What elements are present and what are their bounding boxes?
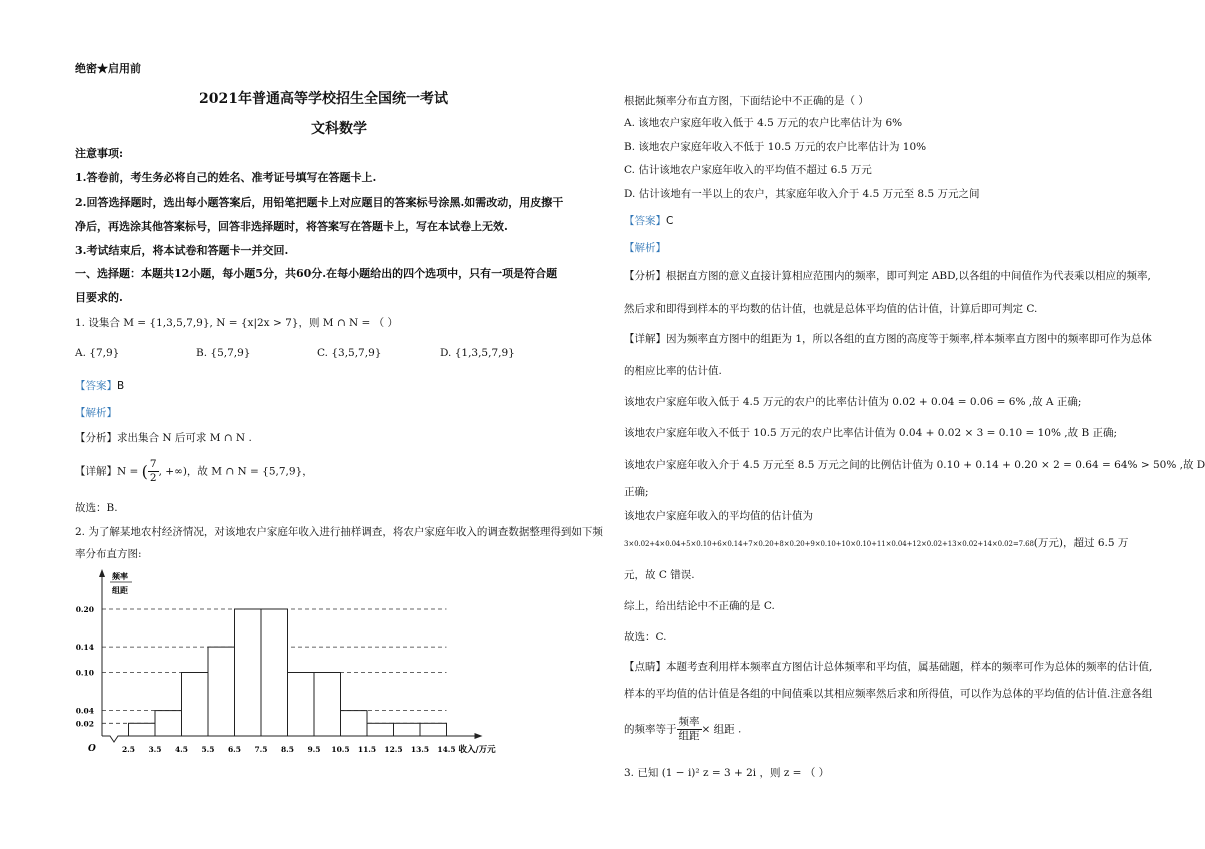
- x-axis-arrow: [475, 733, 483, 739]
- q2-xiangjie: 【详解】因为频率直方图中的组距为 1，所以各组的直方图的高度等于频率,样本频率直方图中的频率即可作为总体: [624, 333, 1152, 345]
- q2-option-d: D. 估计该地有一半以上的农户，其家庭年收入介于 4.5 万元至 8.5 万元之间: [624, 188, 980, 200]
- y-tick-label: 0.20: [75, 605, 94, 614]
- q2-dianjing-end: 的频率等于 $\frac{\text{频率}}{\text{组距}}$ × 组距 .: [624, 716, 742, 742]
- q2-line-d: 该地农户家庭年收入介于 4.5 万元至 8.5 万元之间的比例估计值为 0.10 + 0.14 + 0.20 × 2 = 0.64 = 64% > 50% ,故 D: [624, 459, 1205, 471]
- x-tick-label: 4.5: [174, 745, 189, 754]
- q2-dianjing-cont: 样本的平均值的估计值是各组的中间值乘以其相应频率然后求和所得值，可以作为总体的平均值的估计值.注意各组: [624, 688, 1153, 700]
- histogram-bar: [155, 711, 182, 736]
- q2-choose: 故选：C.: [624, 631, 667, 643]
- q2-mean-formula-line: [624, 535, 1128, 550]
- q2-summary: 综上，给出结论中不正确的是 C.: [624, 600, 775, 612]
- q2-analysis-tag: 【解析】: [624, 242, 666, 254]
- answer-value: B: [117, 380, 125, 392]
- y-axis-label-den: 组距: [112, 585, 128, 595]
- q1-option-b: B. {5,7,9}: [196, 347, 251, 359]
- q2-question: 根据此频率分布直方图，下面结论中不正确的是（ ）: [624, 95, 869, 107]
- q2-mean-end: 元，故 C 错误.: [624, 569, 695, 581]
- q2-mean-line: 该地农户家庭年收入的平均值的估计值为: [624, 510, 813, 522]
- histogram-bar: [314, 673, 341, 737]
- notice-item: 净后，再选涂其他答案标号，回答非选择题时，将答案写在答题卡上，写在本试卷上无效.: [75, 220, 508, 233]
- x-tick-label: 14.5: [437, 745, 456, 754]
- x-tick-label: 12.5: [384, 745, 403, 754]
- notice-item: 2.回答选择题时，选出每小题答案后，用铅笔把题卡上对应题目的答案标号涂黑.如需改动，用皮擦干: [75, 196, 564, 209]
- q2-line-b: 该地农户家庭年收入不低于 10.5 万元的农户比率估计值为 0.04 + 0.02 × 3 = 0.10 = 10% ,故 B 正确;: [624, 427, 1118, 439]
- x-tick-label: 3.5: [148, 745, 162, 754]
- y-axis-label-num: 频率: [112, 571, 128, 581]
- x-tick-label: 11.5: [357, 745, 377, 754]
- y-tick-label: 0.14: [75, 643, 94, 653]
- section-heading: 一、选择题：本题共12小题，每小题5分，共60分.在每小题给出的四个选项中，只有一项是符合题: [75, 267, 558, 280]
- histogram-bar: [208, 647, 235, 736]
- q1-fenxi: 【分析】求出集合 N 后可求 M ∩ N .: [75, 432, 252, 444]
- histogram-bar: [288, 673, 315, 737]
- histogram-bar: [420, 723, 447, 736]
- q2-option-b: B. 该地农户家庭年收入不低于 10.5 万元的农户比率估计为 10%: [624, 141, 927, 153]
- x-tick-label: 6.5: [227, 745, 242, 754]
- histogram-bar: [394, 723, 421, 736]
- xiangjie-prefix: 【详解】N =: [75, 465, 142, 478]
- q1-option-d: D. {1,3,5,7,9}: [440, 347, 515, 359]
- y-tick-label: 0.10: [75, 668, 94, 678]
- y-tick-label: 0.04: [75, 706, 94, 716]
- answer-tag: 【答案】: [624, 215, 666, 227]
- x-tick-label: 9.5: [307, 745, 321, 754]
- x-tick-label: 10.5: [331, 745, 350, 754]
- q2-dianjing: 【点睛】本题考查利用样本频率直方图估计总体频率和平均值，属基础题，样本的频率可作为总体的频率的估计值,: [624, 661, 1153, 673]
- histogram-bar: [129, 723, 156, 736]
- x-tick-label: 5.5: [201, 745, 215, 754]
- q2-fenxi-cont: 然后求和即得到样本的平均数的估计值，也就是总体平均值的估计值，计算后即可判定 C.: [624, 303, 1038, 315]
- x-axis-label: 收入/万元: [458, 745, 496, 755]
- notice-item: 3.考试结束后，将本试卷和答题卡一并交回.: [75, 244, 289, 257]
- histogram-bar: [261, 609, 288, 736]
- mean-unit: (万元)，超过 6.5 万: [1033, 537, 1129, 549]
- q1-analysis-tag: 【解析】: [75, 407, 117, 419]
- histogram-bar: [341, 711, 368, 736]
- exam-title: 2021年普通高等学校招生全国统一考试: [199, 91, 448, 107]
- secret-label: 绝密★启用前: [75, 62, 141, 75]
- q1-answer: [75, 378, 124, 393]
- q3-stem: 3. 已知 (1 − i)² z = 3 + 2i ，则 z = （ ）: [624, 767, 830, 779]
- q1-xiangjie: 【详解】N = ( $\frac{7}{2}$ , +∞)，故 M ∩ N = {5,7,9}，: [75, 458, 313, 484]
- q2-stem-cont: 率分布直方图:: [75, 548, 142, 560]
- answer-tag: 【答案】: [75, 380, 117, 392]
- fraction: $\frac{\text{频率}}{\text{组距}}$: [678, 716, 700, 742]
- notice-item: 1.答卷前，考生务必将自己的姓名、准考证号填写在答题卡上.: [75, 171, 377, 184]
- histogram-bar: [182, 673, 209, 737]
- q2-line-d-cont: 正确;: [624, 486, 649, 498]
- histogram-bar: [235, 609, 262, 736]
- origin-label: O: [88, 744, 96, 754]
- q1-option-c: C. {3,5,7,9}: [317, 347, 382, 359]
- fraction: $\frac{7}{2}$: [149, 458, 157, 484]
- q2-fenxi: 【分析】根据直方图的意义直接计算相应范围内的频率，即可判定 ABD,以各组的中间值作为代表乘以相应的频率,: [624, 270, 1151, 282]
- x-axis: [102, 736, 475, 742]
- q2-xiangjie-cont: 的相应比率的估计值.: [624, 365, 722, 377]
- q2-option-a: A. 该地农户家庭年收入低于 4.5 万元的农户比率估计为 6%: [624, 117, 903, 129]
- y-axis-arrow: [99, 569, 105, 577]
- section-heading-cont: 目要求的.: [75, 291, 123, 304]
- q2-line-a: 该地农户家庭年收入低于 4.5 万元的农户的比率估计值为 0.02 + 0.04 = 0.06 = 6% ,故 A 正确;: [624, 396, 1082, 408]
- answer-value: C: [666, 215, 674, 227]
- mean-formula: 3×0.02+4×0.04+5×0.10+6×0.14+7×0.20+8×0.20+9×0.10+10×0.10+11×0.04+12×0.02+13×0.02+14×0.02=7.68: [624, 540, 1034, 548]
- xiangjie-suffix: , +∞)，故 M ∩ N = {5,7,9}，: [158, 465, 313, 478]
- notice-heading: 注意事项:: [75, 147, 124, 160]
- q1-stem: 1. 设集合 M = {1,3,5,7,9}, N = {x|2x > 7}，则 M ∩ N = （ ）: [75, 317, 399, 329]
- q2-stem: 2. 为了解某地农村经济情况，对该地农户家庭年收入进行抽样调查，将农户家庭年收入的调查数据整理得到如下频: [75, 526, 603, 538]
- q1-option-a: A. {7,9}: [75, 347, 120, 359]
- q1-choose: 故选：B.: [75, 502, 118, 514]
- histogram-chart: [75, 565, 510, 760]
- x-tick-label: 7.5: [254, 745, 268, 754]
- histogram-bar: [367, 723, 394, 736]
- x-tick-label: 13.5: [410, 745, 430, 754]
- subject-title: 文科数学: [311, 121, 367, 137]
- q2-option-c: C. 估计该地农户家庭年收入的平均值不超过 6.5 万元: [624, 164, 872, 176]
- q2-answer: [624, 213, 673, 228]
- y-tick-label: 0.02: [75, 719, 94, 729]
- x-tick-label: 2.5: [121, 745, 136, 754]
- x-tick-label: 8.5: [280, 745, 295, 754]
